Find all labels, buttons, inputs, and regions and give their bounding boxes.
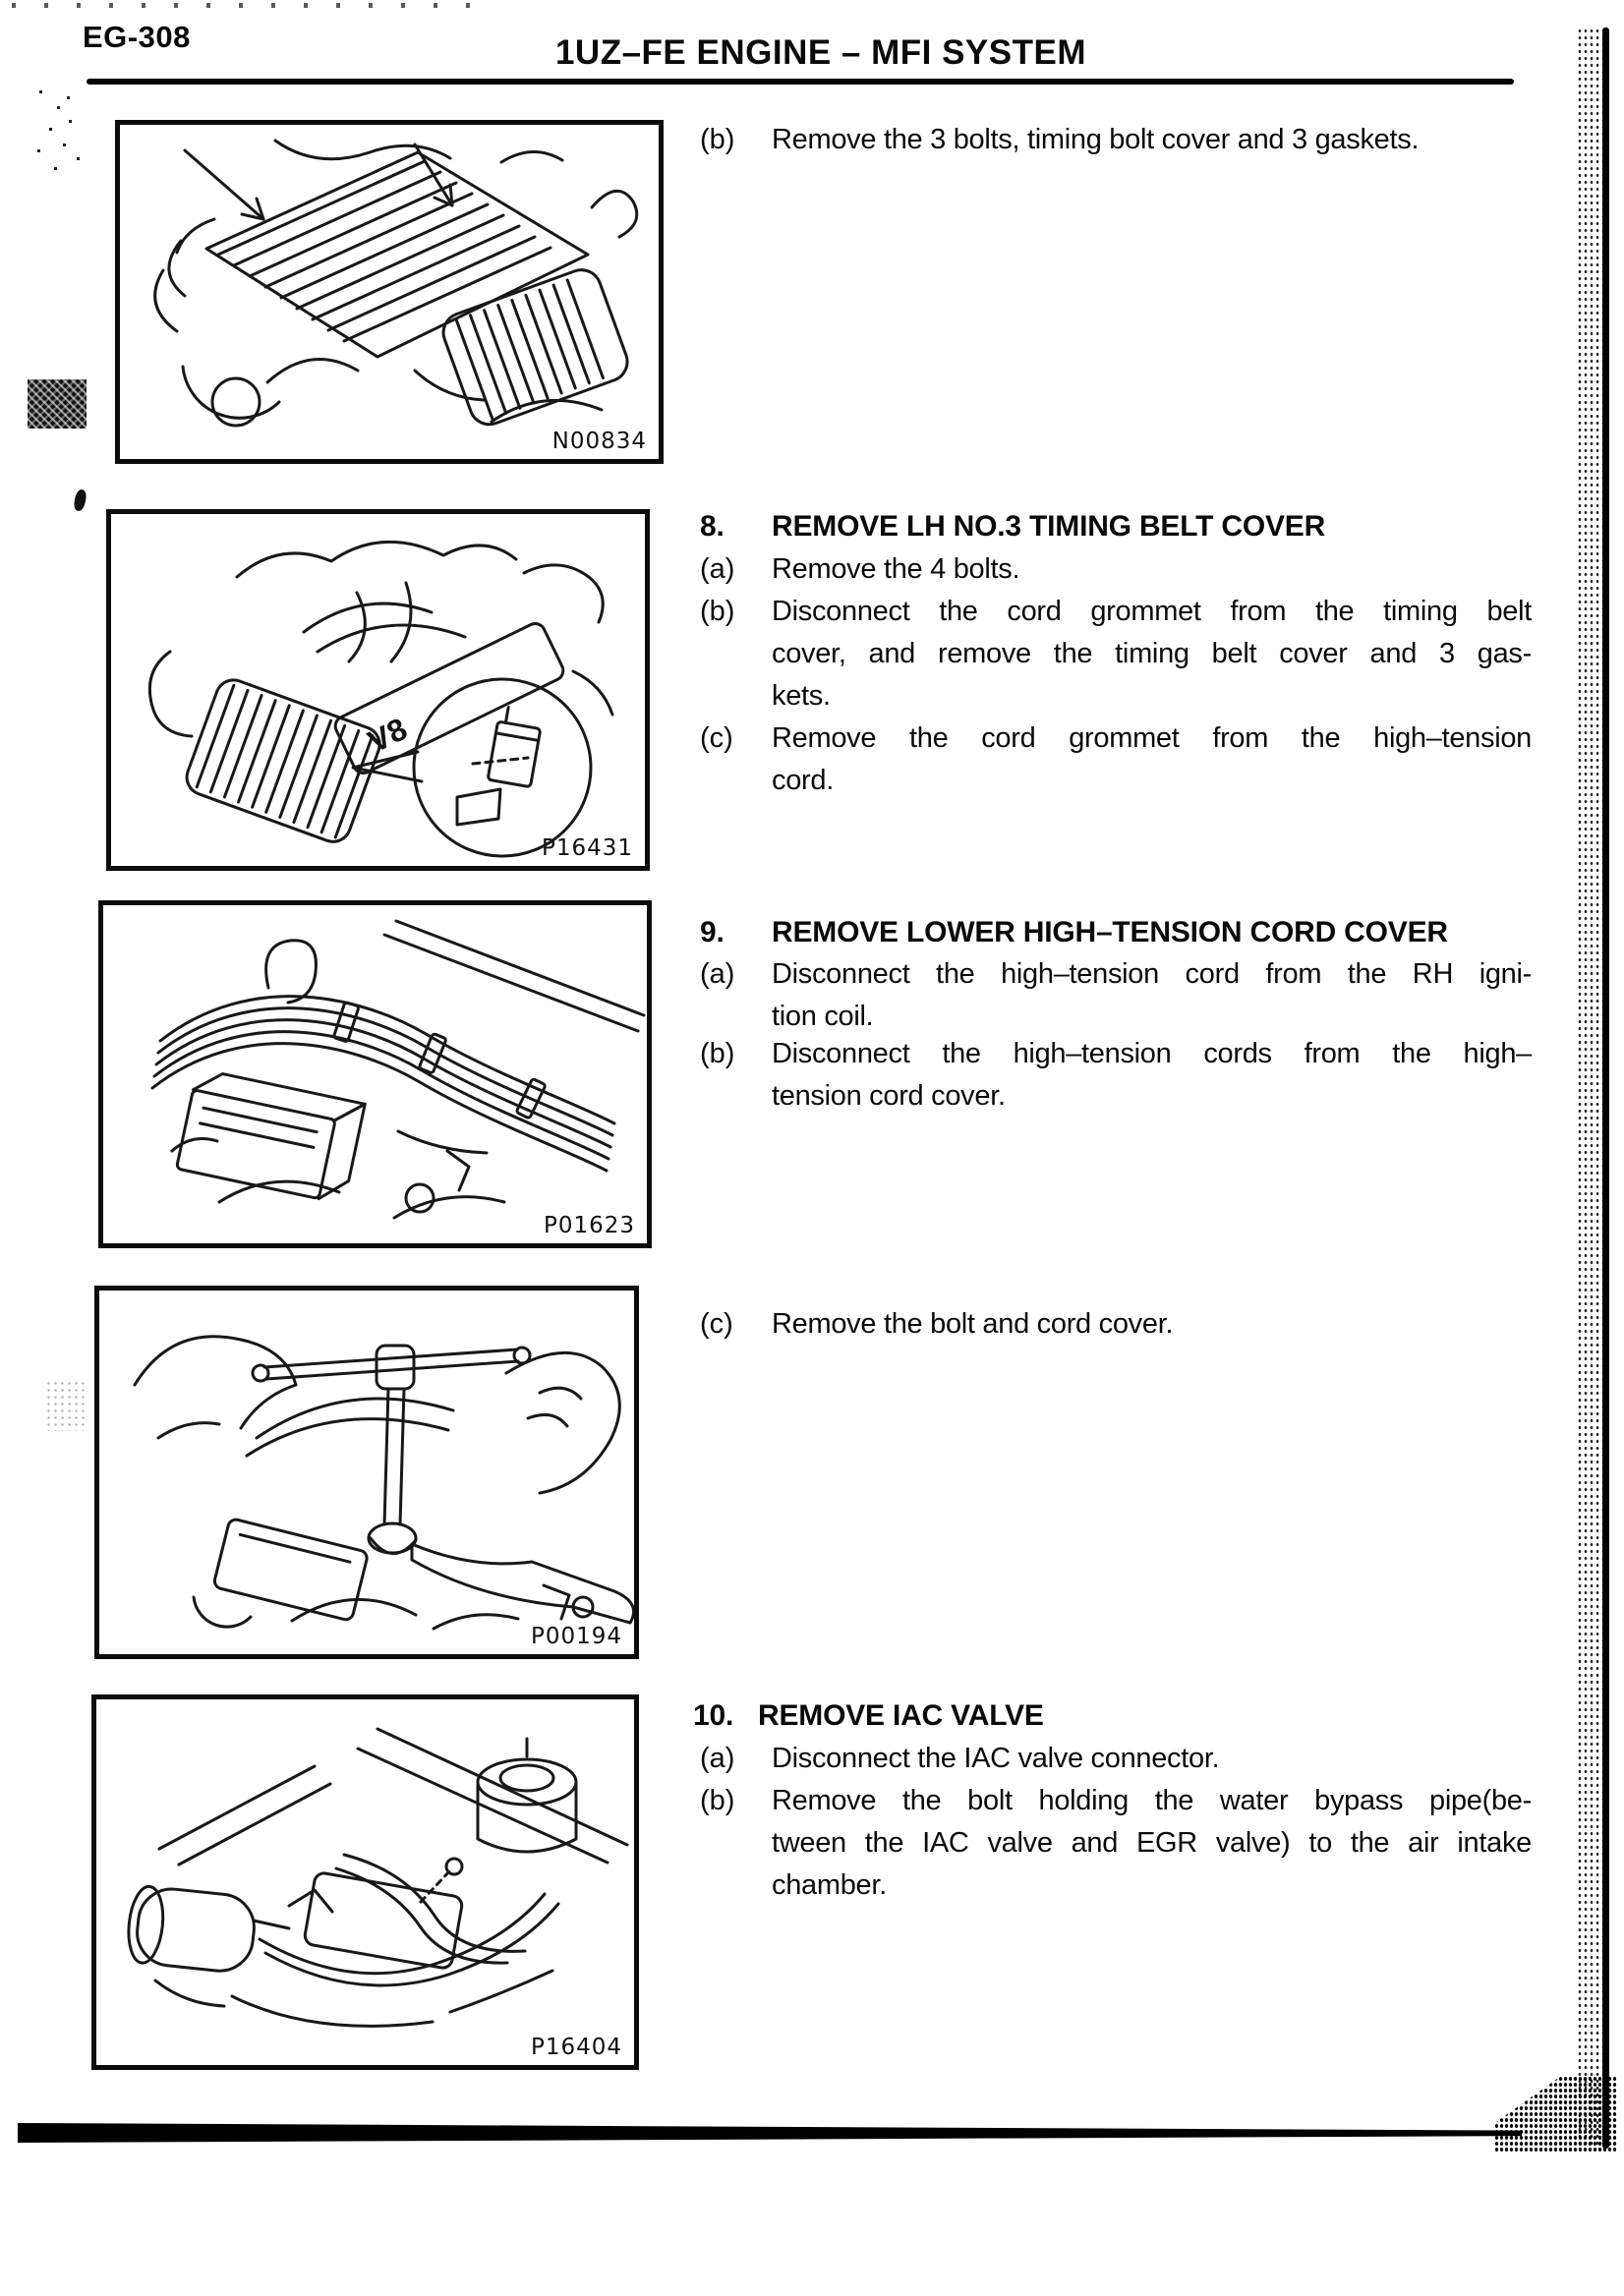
engine-illustration	[99, 1291, 634, 1654]
step-label: (b)	[700, 1785, 735, 1816]
step-item	[700, 120, 1532, 159]
scan-ink-blot	[73, 488, 87, 512]
step-label: (a)	[700, 1743, 735, 1774]
step-item	[700, 1739, 1532, 1778]
section-number: 8.	[700, 510, 725, 543]
figure-code-label: P00194	[530, 1624, 622, 1649]
section-tab-mark	[28, 379, 87, 429]
step-line: Disconnect the high–tension cord from the RH igni-	[772, 958, 1532, 990]
step-line: Disconnect the cord grommet from the timing belt	[772, 596, 1532, 627]
figure-box-no3-timing-belt-cover	[106, 509, 650, 871]
engine-cover-text: V8	[362, 711, 413, 760]
figure-box-bolt-cord-cover	[94, 1286, 639, 1659]
engine-illustration	[96, 1699, 634, 2065]
figure-code-label: P16431	[541, 835, 633, 861]
step-line: Remove the 3 bolts, timing bolt cover and 3 gaskets.	[772, 124, 1420, 155]
step-line: Remove the cord grommet from the high–tension	[772, 722, 1532, 754]
bottom-corner-shadow	[1494, 2076, 1616, 2152]
scan-smudge	[45, 1380, 88, 1431]
engine-illustration	[120, 125, 659, 459]
step-item	[700, 1781, 1532, 1820]
step-line: Remove the 4 bolts.	[772, 553, 1020, 585]
step-line: cover, and remove the timing belt cover and 3 gas-	[772, 638, 1532, 669]
step-item	[700, 718, 1532, 758]
page-title: 1UZ–FE ENGINE – MFI SYSTEM	[554, 33, 1087, 72]
step-item	[700, 549, 1532, 589]
section-title: REMOVE IAC VALVE	[758, 1699, 1044, 1732]
step-line: Disconnect the high–tension cords from the high–	[772, 1038, 1532, 1069]
step-line: tension cord cover.	[772, 1080, 1006, 1112]
page-edge-shadow	[1577, 28, 1616, 2149]
section-title: REMOVE LOWER HIGH–TENSION CORD COVER	[772, 916, 1448, 948]
step-item	[700, 954, 1532, 994]
figure-box-timing-bolt-cover	[115, 120, 664, 464]
step-label: (b)	[700, 124, 735, 155]
step-line: chamber.	[772, 1869, 887, 1901]
step-label: (b)	[700, 1038, 735, 1069]
step-item	[700, 592, 1532, 631]
engine-illustration	[111, 514, 645, 866]
section-number: 9.	[700, 916, 725, 948]
bottom-rule-bar	[18, 2123, 1522, 2143]
step-label: (c)	[700, 1308, 733, 1340]
step-line: cord.	[772, 765, 834, 796]
step-item	[700, 1304, 1532, 1344]
section-title: REMOVE LH NO.3 TIMING BELT COVER	[772, 510, 1326, 543]
step-line: tween the IAC valve and EGR valve) to the air intake	[772, 1827, 1532, 1859]
step-line: Disconnect the IAC valve connector.	[772, 1743, 1220, 1774]
scan-dotted-edge	[12, 3, 474, 8]
figure-code-label: P01623	[543, 1213, 635, 1238]
section-heading	[700, 913, 1532, 952]
section-number: 10.	[693, 1699, 734, 1732]
step-label: (c)	[700, 722, 733, 754]
step-line: Remove the bolt holding the water bypass pipe(be-	[772, 1785, 1532, 1816]
figure-box-iac-valve	[91, 1694, 639, 2070]
step-label: (a)	[700, 958, 735, 990]
step-item	[700, 1034, 1532, 1073]
figure-code-label: N00834	[551, 429, 647, 454]
page-number: EG-308	[83, 20, 191, 54]
figure-code-label: P16404	[530, 2035, 622, 2060]
section-heading	[700, 507, 1532, 546]
step-line: Remove the bolt and cord cover.	[772, 1308, 1174, 1340]
step-label: (a)	[700, 553, 735, 585]
engine-illustration	[103, 905, 647, 1243]
step-line: tion coil.	[772, 1001, 874, 1032]
step-line: kets.	[772, 680, 831, 712]
figure-box-high-tension-cords	[98, 900, 652, 1248]
scan-speckles	[39, 90, 42, 93]
step-label: (b)	[700, 596, 735, 627]
section-heading	[693, 1696, 1532, 1736]
header-rule	[87, 79, 1514, 85]
